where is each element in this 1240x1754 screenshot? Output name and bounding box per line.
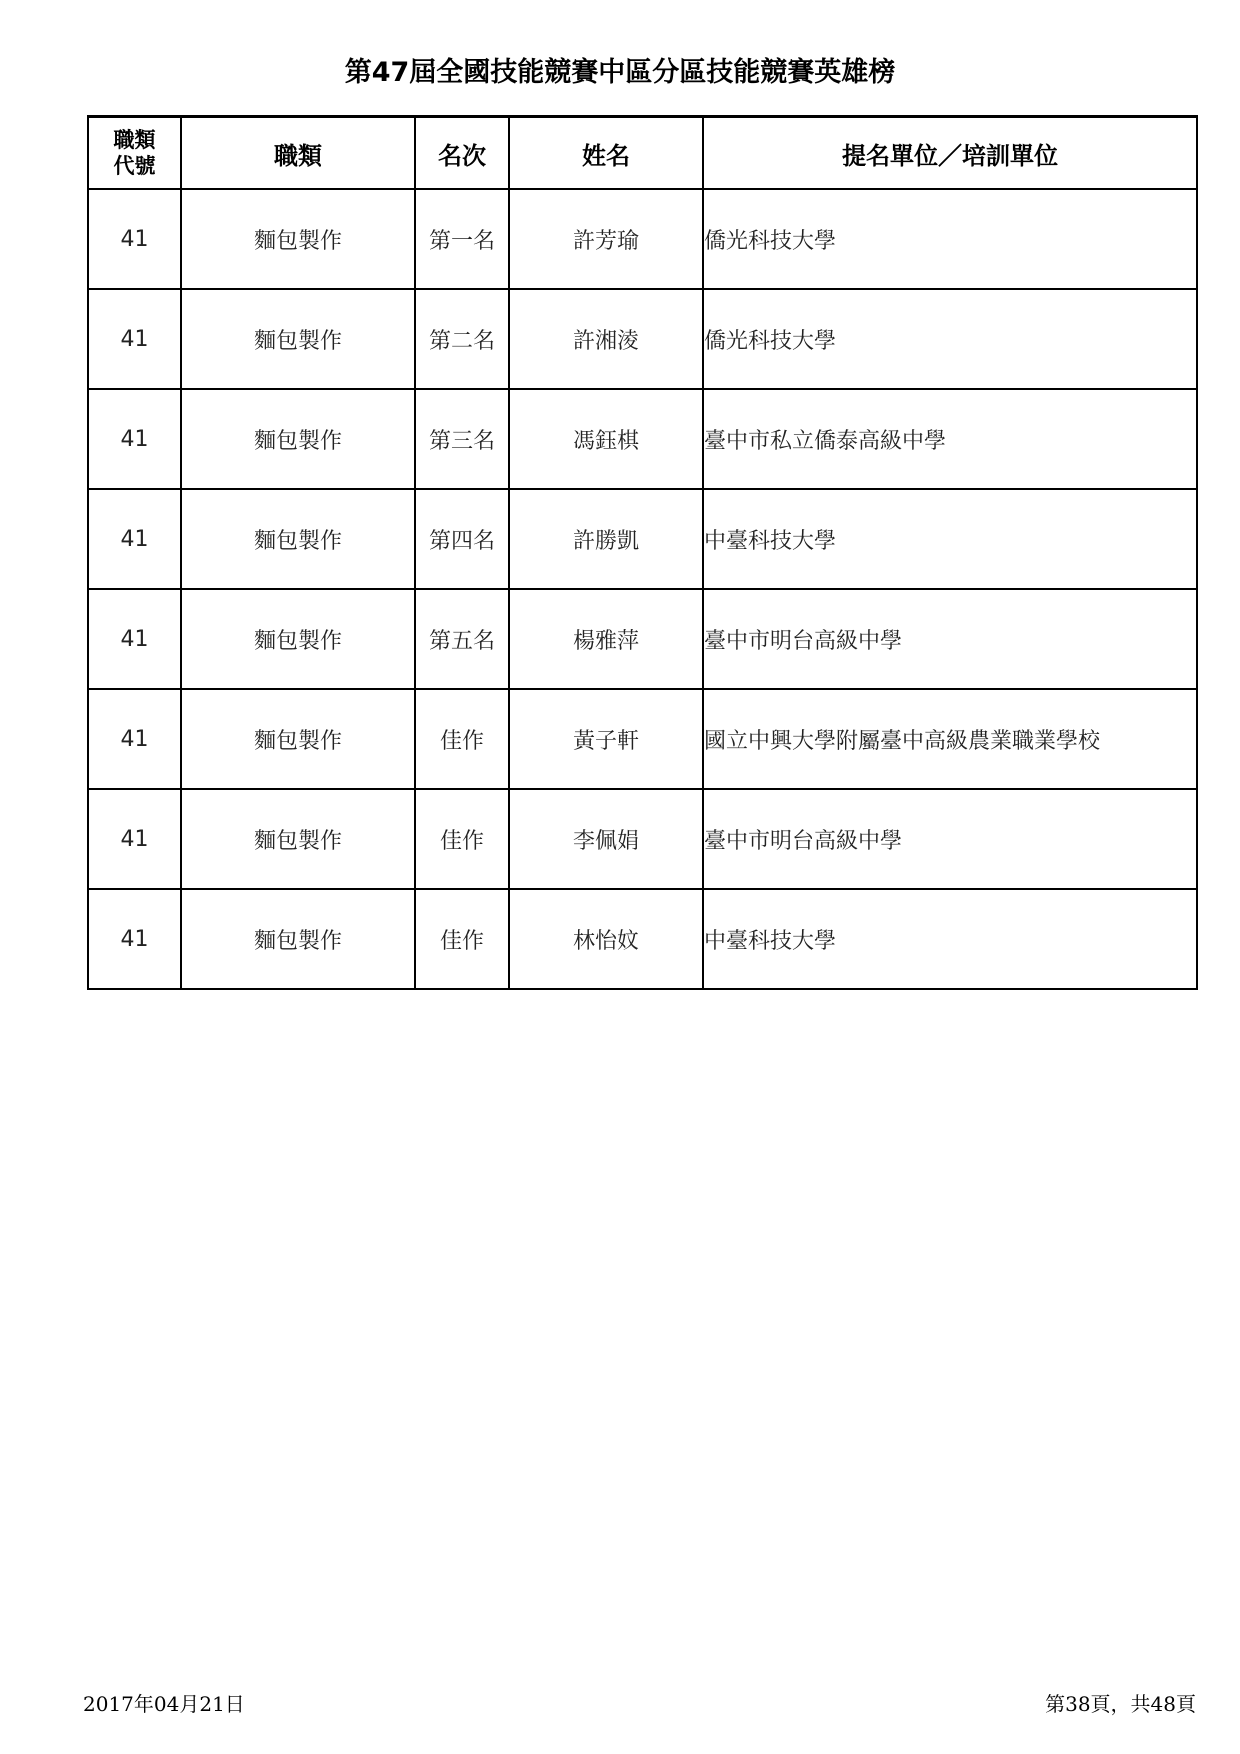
cell-code: 41 (88, 589, 181, 689)
cell-unit: 國立中興大學附屬臺中高級農業職業學校 (703, 689, 1197, 789)
cell-rank: 佳作 (415, 689, 509, 789)
cell-rank: 第一名 (415, 189, 509, 289)
cell-code: 41 (88, 489, 181, 589)
cell-code: 41 (88, 189, 181, 289)
cell-unit: 臺中市明台高級中學 (703, 589, 1197, 689)
table-row (88, 389, 1197, 489)
cell-trade: 麵包製作 (181, 489, 415, 589)
header-name: 姓名 (509, 117, 703, 190)
table-header-row (88, 117, 1197, 190)
table-row (88, 789, 1197, 889)
header-trade: 職類 (181, 117, 415, 190)
cell-code: 41 (88, 789, 181, 889)
cell-name: 許湘淩 (509, 289, 703, 389)
header-rank: 名次 (415, 117, 509, 190)
cell-name: 許勝凱 (509, 489, 703, 589)
cell-code: 41 (88, 889, 181, 989)
footer-date: 2017年04月21日 (83, 1692, 245, 1716)
cell-name: 馮鈺棋 (509, 389, 703, 489)
results-table (87, 115, 1198, 990)
cell-unit: 中臺科技大學 (703, 889, 1197, 989)
table-row (88, 289, 1197, 389)
cell-trade: 麵包製作 (181, 689, 415, 789)
cell-rank: 第三名 (415, 389, 509, 489)
cell-trade: 麵包製作 (181, 389, 415, 489)
cell-unit: 僑光科技大學 (703, 289, 1197, 389)
table-row (88, 889, 1197, 989)
cell-unit: 僑光科技大學 (703, 189, 1197, 289)
header-trade-code-line1: 職類 (113, 128, 156, 152)
table-row (88, 589, 1197, 689)
cell-code: 41 (88, 289, 181, 389)
cell-code: 41 (88, 689, 181, 789)
cell-unit: 中臺科技大學 (703, 489, 1197, 589)
cell-rank: 第二名 (415, 289, 509, 389)
header-trade-code (88, 117, 181, 190)
cell-code: 41 (88, 389, 181, 489)
cell-name: 林怡妏 (509, 889, 703, 989)
table-row (88, 489, 1197, 589)
cell-unit: 臺中市私立僑泰高級中學 (703, 389, 1197, 489)
cell-name: 李佩娟 (509, 789, 703, 889)
table-row (88, 689, 1197, 789)
cell-name: 許芳瑜 (509, 189, 703, 289)
page-title: 第47屆全國技能競賽中區分區技能競賽英雄榜 (344, 57, 896, 88)
cell-trade: 麵包製作 (181, 889, 415, 989)
cell-trade: 麵包製作 (181, 789, 415, 889)
cell-rank: 第五名 (415, 589, 509, 689)
cell-trade: 麵包製作 (181, 289, 415, 389)
cell-rank: 佳作 (415, 789, 509, 889)
cell-name: 楊雅萍 (509, 589, 703, 689)
cell-rank: 第四名 (415, 489, 509, 589)
cell-trade: 麵包製作 (181, 589, 415, 689)
footer-page-number: 第38頁，共48頁 (1045, 1692, 1196, 1716)
cell-name: 黃子軒 (509, 689, 703, 789)
table-row (88, 189, 1197, 289)
cell-trade: 麵包製作 (181, 189, 415, 289)
header-trade-code-line2: 代號 (113, 154, 156, 178)
cell-unit: 臺中市明台高級中學 (703, 789, 1197, 889)
cell-rank: 佳作 (415, 889, 509, 989)
header-unit: 提名單位／培訓單位 (703, 117, 1197, 190)
